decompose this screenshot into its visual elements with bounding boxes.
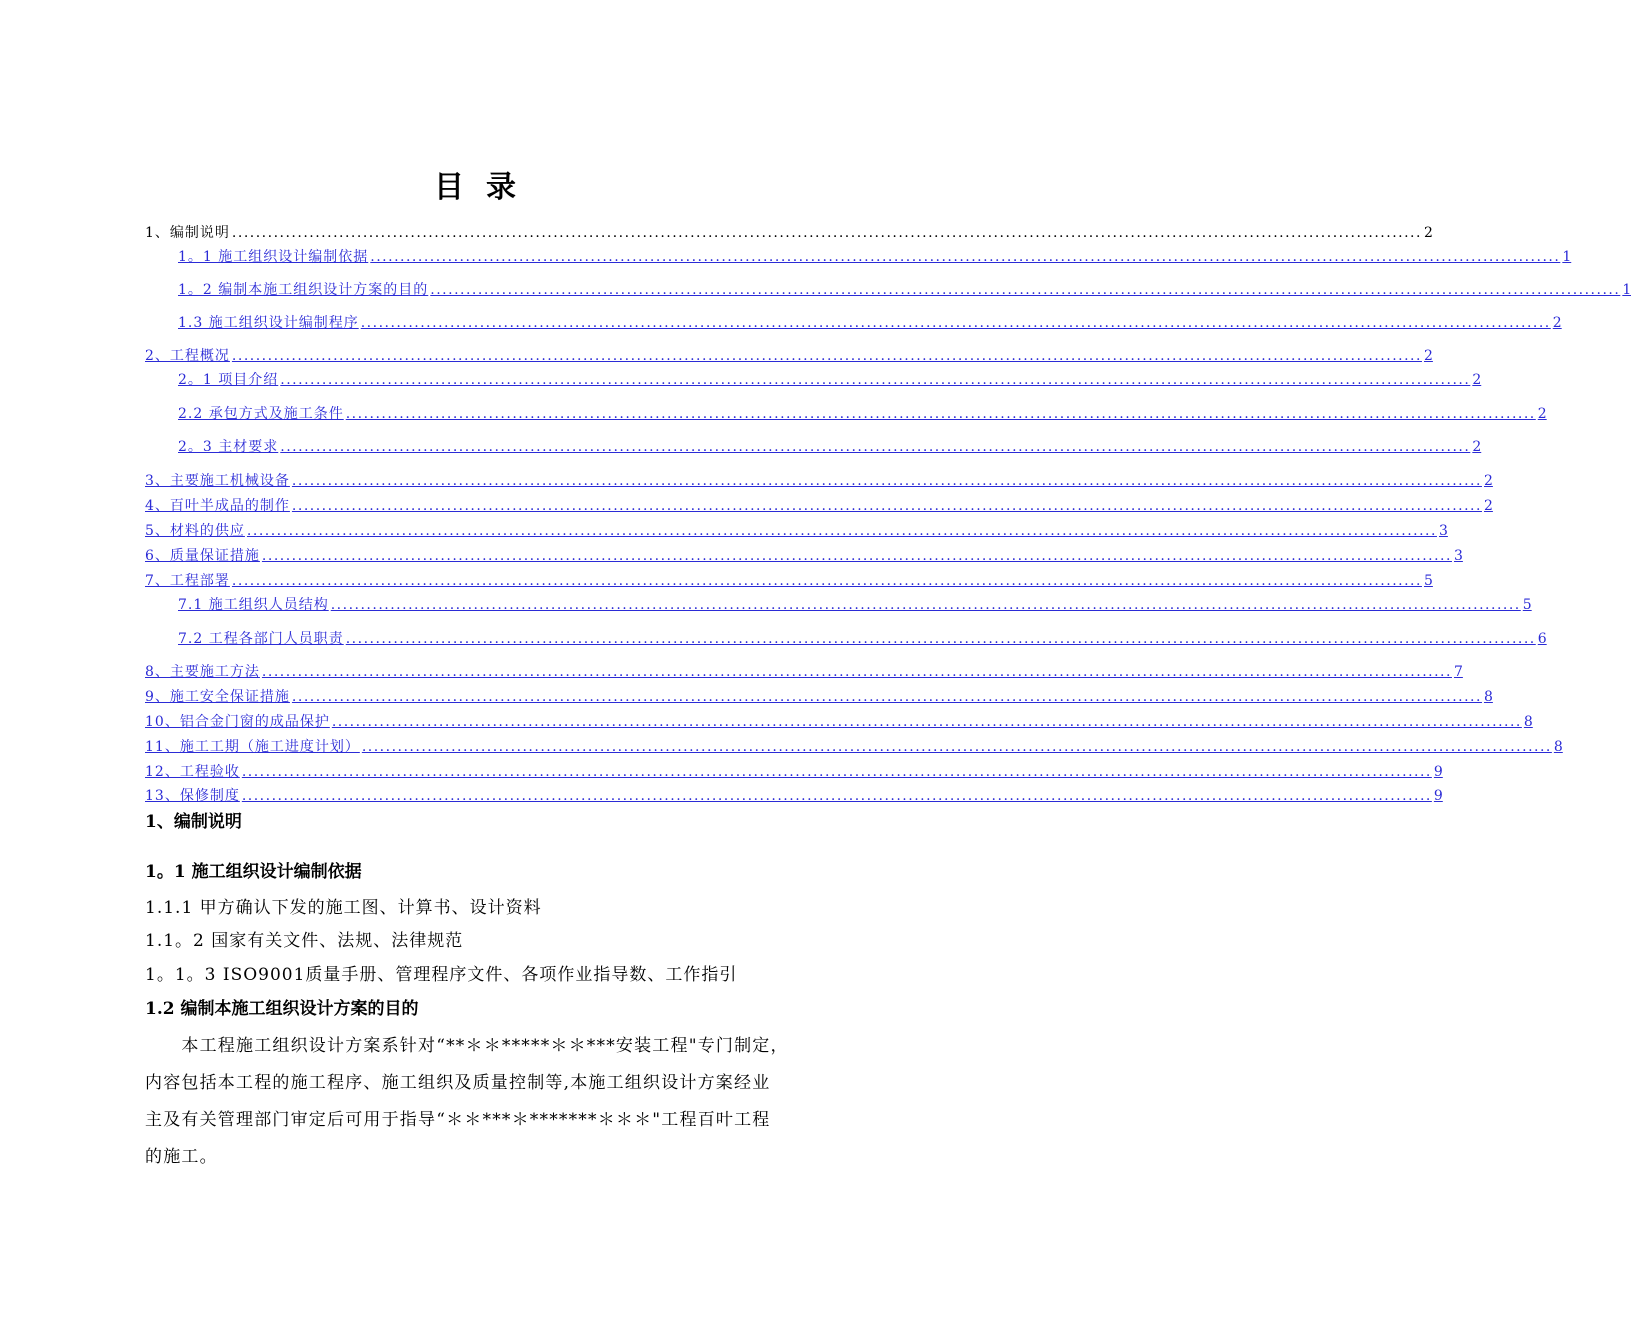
toc-dot-leader: ........................................................................................................................................................................................................	[261, 664, 1452, 680]
paragraph-line: 的施工。	[145, 1147, 218, 1167]
toc-entry-page: 2	[1472, 372, 1482, 388]
toc-entry-label: 11、施工工期（施工进度计划）	[145, 739, 360, 755]
toc-dot-leader: ........................................................................................................................................................................................................	[246, 523, 1437, 539]
toc-entry-page: 5	[1423, 573, 1433, 589]
toc-entry-label: 9、施工安全保证措施	[145, 689, 290, 705]
toc-entry-page: 8	[1483, 689, 1493, 705]
paragraph-line: 主及有关管理部门审定后可用于指导“＊＊***＊*******＊＊＊"工程百叶工程	[145, 1110, 771, 1130]
toc-entry-label: 10、铝合金门窗的成品保护	[145, 714, 330, 730]
toc-entry-page: 2	[1483, 473, 1493, 489]
toc-entry-page: 9	[1433, 788, 1443, 804]
toc-entry-label: 2.2 承包方式及施工条件	[178, 406, 344, 422]
toc-entry-label: 2、工程概况	[145, 348, 230, 364]
toc-entry[interactable]	[145, 763, 1443, 781]
toc-entry[interactable]	[178, 314, 1562, 332]
toc-entry-label: 1。1 施工组织设计编制依据	[178, 249, 369, 265]
toc-dot-leader: ........................................................................................................................................................................................................	[291, 473, 1482, 489]
toc-entry-label: 1.3 施工组织设计编制程序	[178, 315, 359, 331]
toc-entry-label: 7.1 施工组织人员结构	[178, 597, 329, 613]
toc-entry[interactable]	[145, 787, 1443, 805]
toc-entry-label: 4、百叶半成品的制作	[145, 498, 290, 514]
toc-entry[interactable]	[145, 472, 1493, 490]
toc-entry[interactable]	[178, 596, 1532, 614]
toc-entry-label: 2。3 主材要求	[178, 439, 279, 455]
toc-entry-page: 2	[1537, 406, 1547, 422]
toc-dot-leader: ........................................................................................................................................................................................................	[345, 631, 1536, 647]
toc-entry-page: 2	[1472, 439, 1482, 455]
toc-entry-page: 1	[1562, 249, 1572, 265]
toc-entry[interactable]	[178, 405, 1547, 423]
toc-dot-leader: ........................................................................................................................................................................................................	[360, 315, 1551, 331]
toc-entry[interactable]	[145, 713, 1533, 731]
toc-entry[interactable]	[178, 630, 1547, 648]
toc-entry-label: 6、质量保证措施	[145, 548, 260, 564]
toc-entry-label: 1。2 编制本施工组织设计方案的目的	[178, 282, 429, 298]
toc-entry[interactable]	[178, 248, 1572, 266]
toc-entry-page: 2	[1483, 498, 1493, 514]
toc-entry-label: 8、主要施工方法	[145, 664, 260, 680]
toc-dot-leader: ........................................................................................................................................................................................................	[345, 406, 1536, 422]
toc-entry-page: 7	[1453, 664, 1463, 680]
toc-entry[interactable]	[145, 547, 1463, 565]
toc-entry-label: 7、工程部署	[145, 573, 230, 589]
toc-dot-leader: ........................................................................................................................................................................................................	[241, 788, 1432, 804]
item-1-1-2: 1.1。2 国家有关文件、法规、法律规范	[145, 931, 464, 951]
item-1-1-1: 1.1.1 甲方确认下发的施工图、计算书、设计资料	[145, 898, 542, 918]
toc-entry	[145, 224, 1433, 242]
toc-entry[interactable]	[145, 522, 1448, 540]
toc-entry-label: 3、主要施工机械设备	[145, 473, 290, 489]
toc-entry-page: 6	[1537, 631, 1547, 647]
toc-entry-page: 8	[1523, 714, 1533, 730]
toc-dot-leader: ........................................................................................................................................................................................................	[261, 548, 1452, 564]
toc-entry[interactable]	[145, 347, 1433, 365]
section-1-2-heading: 1.2 编制本施工组织设计方案的目的	[145, 999, 419, 1019]
toc-entry-label: 7.2 工程各部门人员职责	[178, 631, 344, 647]
toc-entry[interactable]	[178, 371, 1482, 389]
section-1-1-heading: 1。1 施工组织设计编制依据	[145, 862, 362, 882]
toc-dot-leader: ........................................................................................................................................................................................................	[241, 764, 1432, 780]
toc-dot-leader: ........................................................................................................................................................................................................	[280, 372, 1471, 388]
toc-dot-leader: ........................................................................................................................................................................................................	[370, 249, 1561, 265]
toc-dot-leader: ........................................................................................................................................................................................................	[330, 597, 1521, 613]
toc-dot-leader: ........................................................................................................................................................................................................	[291, 498, 1482, 514]
toc-dot-leader: ........................................................................................................................................................................................................	[291, 689, 1482, 705]
toc-entry[interactable]	[145, 688, 1493, 706]
toc-entry[interactable]	[145, 572, 1433, 590]
toc-entry[interactable]	[178, 438, 1482, 456]
toc-entry-page: 9	[1433, 764, 1443, 780]
toc-entry[interactable]	[145, 663, 1463, 681]
toc-dot-leader: ........................................................................................................................................................................................................	[231, 573, 1422, 589]
toc-dot-leader: ........................................................................................................................................................................................................	[280, 439, 1471, 455]
toc-entry-page: 8	[1553, 739, 1563, 755]
paragraph-line: 本工程施工组织设计方案系针对“**＊＊*****＊＊***安装工程"专门制定，	[145, 1036, 789, 1056]
paragraph-line: 内容包括本工程的施工程序、施工组织及质量控制等,本施工组织设计方案经业	[145, 1073, 771, 1093]
purpose-paragraph	[145, 1028, 813, 1176]
toc-entry-page: 2	[1552, 315, 1562, 331]
toc-entry-page: 3	[1453, 548, 1463, 564]
toc-dot-leader: ........................................................................................................................................................................................................	[430, 282, 1621, 298]
toc-entry-page: 1	[1622, 282, 1631, 298]
toc-entry-label: 1、编制说明	[145, 225, 230, 241]
toc-entry-label: 5、材料的供应	[145, 523, 245, 539]
toc-entry-page: 2	[1423, 348, 1433, 364]
toc-dot-leader: ........................................................................................................................................................................................................	[331, 714, 1522, 730]
toc-dot-leader: ........................................................................................................................................................................................................	[231, 348, 1422, 364]
toc-entry-page: 3	[1438, 523, 1448, 539]
toc-entry[interactable]	[178, 281, 1631, 299]
section-1-heading: 1、编制说明	[145, 812, 242, 832]
toc-entry-label: 13、保修制度	[145, 788, 240, 804]
toc-entry-page: 5	[1522, 597, 1532, 613]
item-1-1-3: 1。1。3 ISO9001质量手册、管理程序文件、各项作业指导数、工作指引	[145, 965, 738, 985]
toc-title: 目录	[434, 170, 538, 205]
toc-dot-leader: ........................................................................................................................................................................................................	[231, 225, 1422, 241]
toc-entry-label: 2。1 项目介绍	[178, 372, 279, 388]
toc-entry[interactable]	[145, 497, 1493, 515]
toc-entry-page: 2	[1423, 225, 1433, 241]
toc-dot-leader: ........................................................................................................................................................................................................	[361, 739, 1552, 755]
toc-entry[interactable]	[145, 738, 1563, 756]
toc-entry-label: 12、工程验收	[145, 764, 240, 780]
